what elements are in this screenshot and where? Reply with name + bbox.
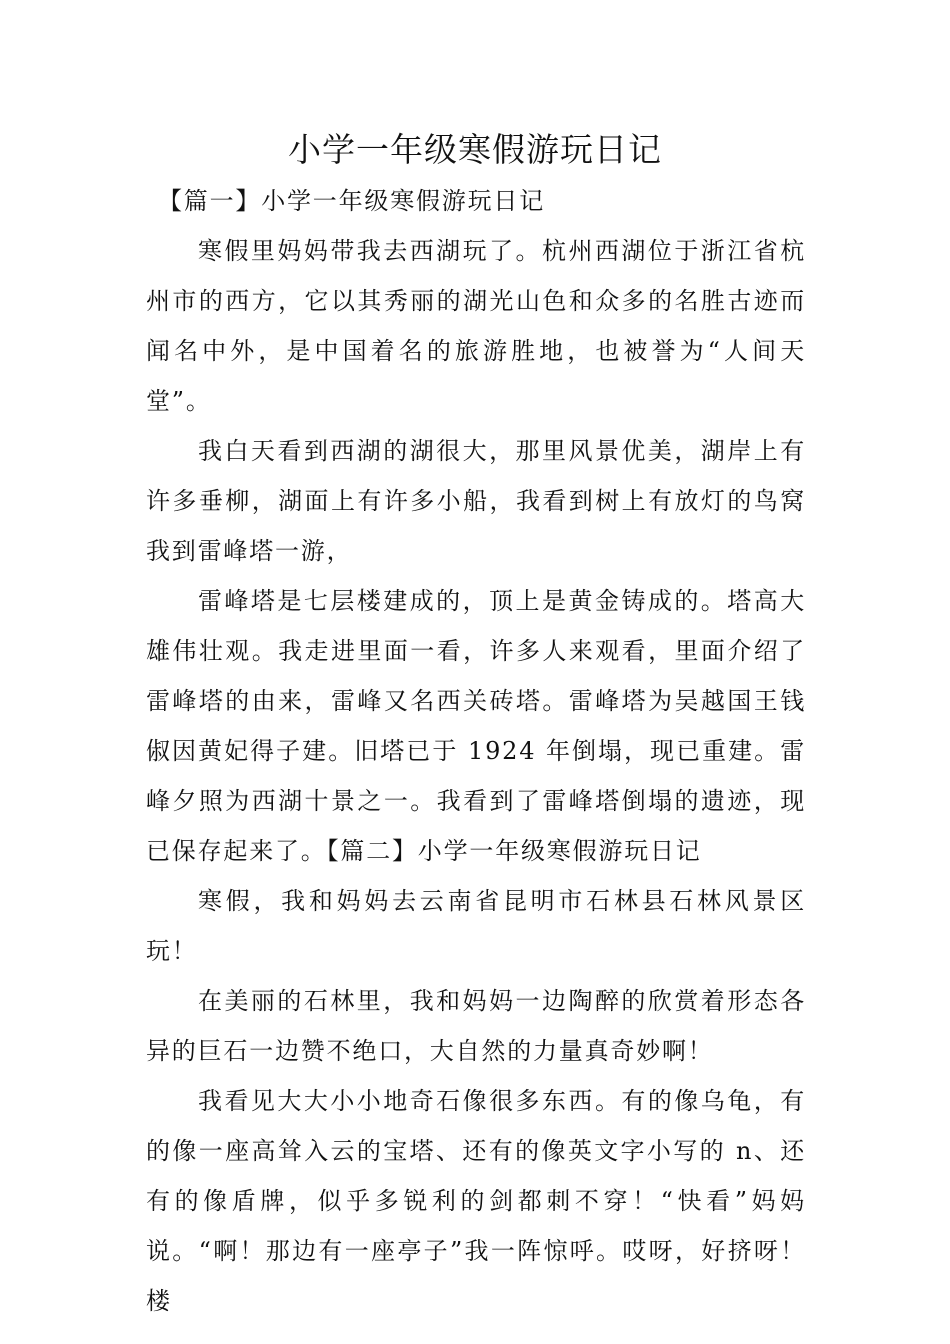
- document-body: [146, 176, 806, 1326]
- paragraph: 雷峰塔是七层楼建成的，顶上是黄金铸成的。塔高大雄伟壮观。我走进里面一看，许多人来观看，里面介绍了雷峰塔的由来，雷峰又名西关砖塔。雷峰塔为吴越国王钱俶因黄妃得子建。旧塔已于 1924 年倒塌，现已重建。雷峰夕照为西湖十景之一。我看到了雷峰塔倒塌的遗迹，现已保存起来了。【篇二】小学一年级寒假游玩日记: [146, 587, 806, 865]
- section-heading: 【篇一】小学一年级寒假游玩日记: [158, 187, 545, 215]
- paragraph: 寒假里妈妈带我去西湖玩了。杭州西湖位于浙江省杭州市的西方，它以其秀丽的湖光山色和众多的名胜古迹而闻名中外，是中国着名的旅游胜地，也被誉为“人间天堂”。: [146, 237, 806, 415]
- paragraph: 寒假，我和妈妈去云南省昆明市石林县石林风景区玩！: [146, 887, 806, 965]
- paragraph: 我白天看到西湖的湖很大，那里风景优美，湖岸上有许多垂柳，湖面上有许多小船，我看到树上有放灯的鸟窝我到雷峰塔一游，: [146, 437, 806, 565]
- paragraph: 在美丽的石林里，我和妈妈一边陶醉的欣赏着形态各异的巨石一边赞不绝口，大自然的力量真奇妙啊！: [146, 987, 806, 1065]
- document-title: 小学一年级寒假游玩日记: [288, 130, 662, 169]
- paragraph: 我看见大大小小地奇石像很多东西。有的像乌龟，有的像一座高耸入云的宝塔、还有的像英文字小写的 n、还有的像盾牌，似乎多锐利的剑都刺不穿！“快看”妈妈说。“啊！那边有一座亭子”我一阵惊呼。哎呀，好挤呀！楼: [146, 1087, 806, 1315]
